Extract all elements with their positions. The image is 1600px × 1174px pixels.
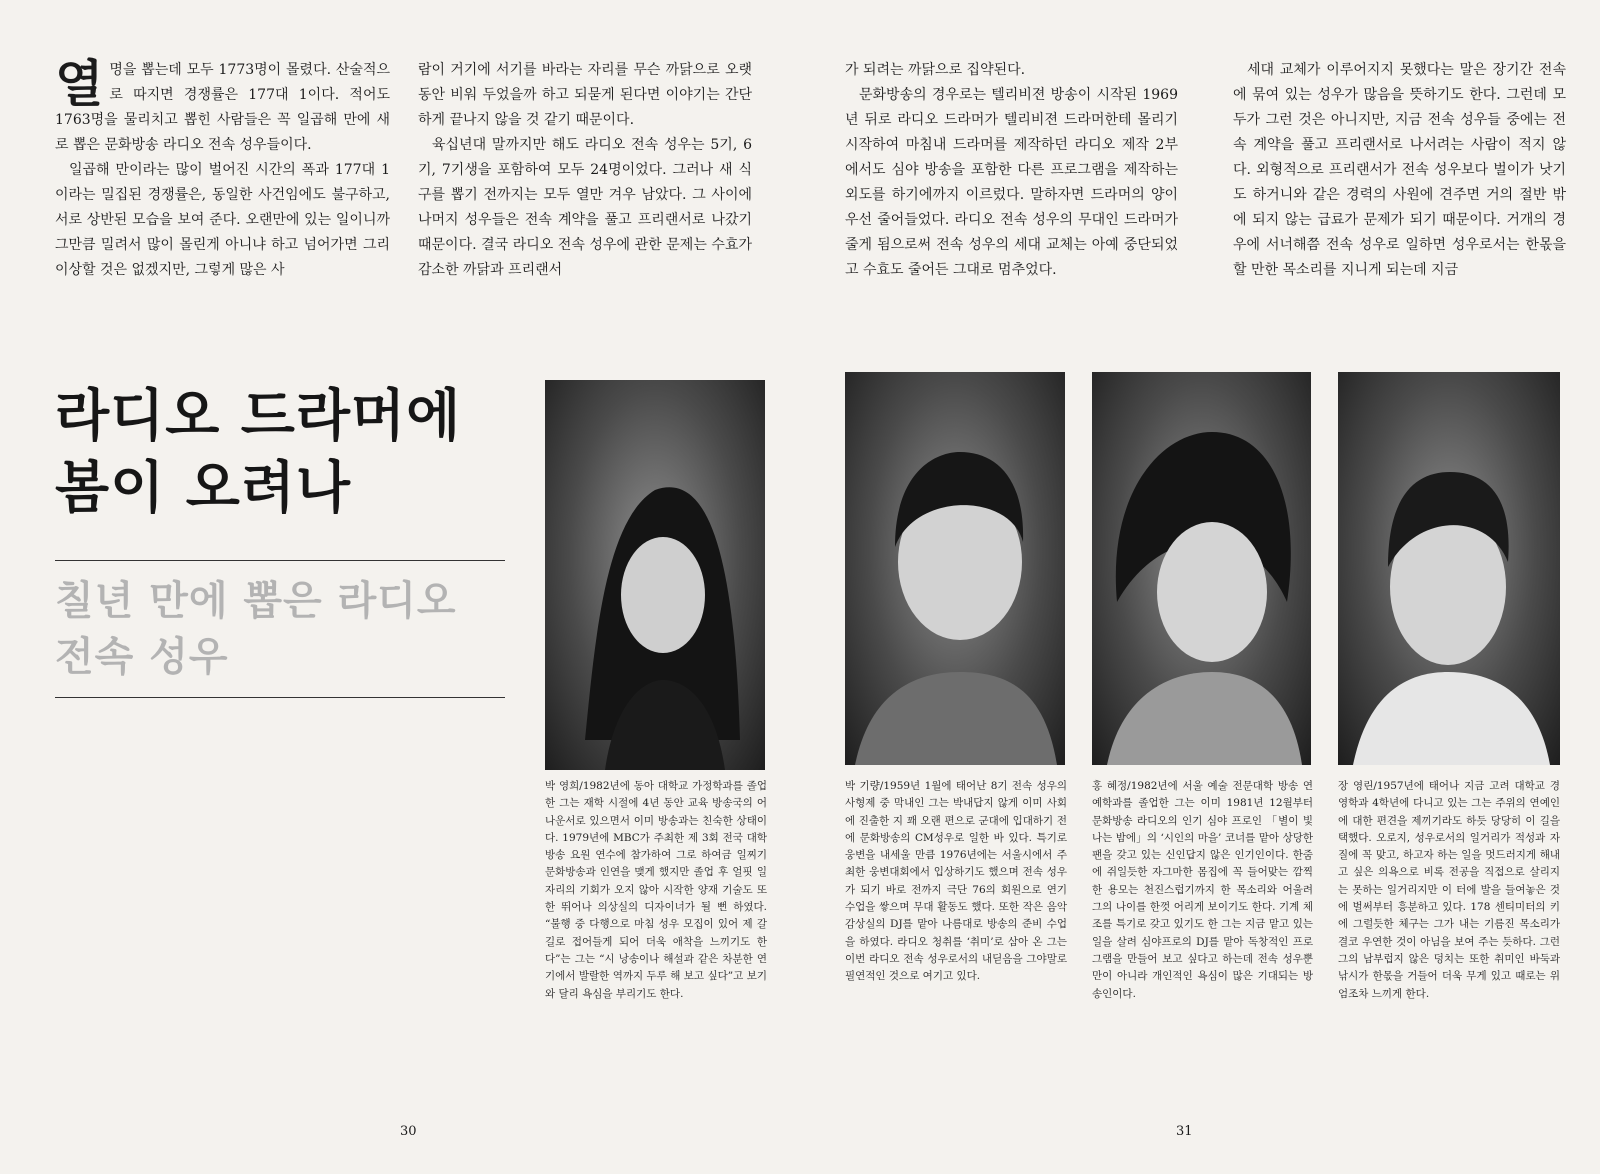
photo-caption: 박 영희/1982년에 동아 대학교 가정학과를 졸업한 그는 재학 시절에 4년 동안 교육 방송국의 어나운서로 있으면서 이미 방송과는 친숙한 상태이다. 1979년에 MBC가 주최한 제 3회 전국 대학 방송 요원 연수에 참가하여 그로 하여금 일찌기 문화방송과 인연을 맺게 했지만 졸업 후 얼핏 일자리의 기회가 오지 않아 시작한 양재 기술도 또한 뛰어나 의상실의 디자이너가 될 뻔 하였다. “불행 중 다행으로 마침 성우 모집이 있어 제 갈 길로 접어들게 되어 더욱 애착을 느끼기도 한다”는 그는 “시 낭송이나 해설과 같은 차분한 연기에서 발랄한 역까지 두루 해 보고 싶다”고 보기와 달리 욕심을 부리기도 한다.: [545, 780, 767, 1000]
page-number: 30: [400, 1124, 417, 1139]
article-headline: 라디오 드라머에 봄이 오려나: [55, 383, 462, 521]
left-column-2: [418, 58, 752, 283]
divider: [55, 697, 505, 698]
paragraph: 열명을 뽑는데 모두 1773명이 몰렸다. 산술적으로 따지면 경쟁률은 177대 1이다. 적어도 1763명을 물리치고 뽑힌 사람들은 꼭 일곱해 만에 새로 뽑은 문화방송 라디오 전속 성우들이다.: [55, 54, 390, 153]
photo-caption: 박 기량/1959년 1월에 태어난 8기 전속 성우의 사형제 중 막내인 그는 박내답지 않게 이미 사회에 진출한 지 꽤 오랜 편으로 군대에 입대하기 전에 문화방송의 CM성우로 일한 바 있다. 특기로 웅변을 내세울 만큼 1976년에는 서울시에서 주최한 웅변대회에서 입상하기도 했으며 전속 성우가 되기 바로 전까지 극단 76의 회원으로 연기 수업을 쌓으며 무대 활동도 했다. 또한 작은 음악 감상실의 DJ를 맡아 나름대로 방송의 준비 수업을 하였다. 라디오 청취를 ‘취미’로 삼아 온 그는 이번 라디오 전속 성우로서의 내딛음을 그야말로 필연적인 것으로 여기고 있다.: [845, 780, 1067, 983]
left-column-1: [55, 54, 390, 283]
photo-caption: 홍 혜정/1982년에 서울 예술 전문대학 방송 연예학과를 졸업한 그는 이미 1981년 12월부터 문화방송 라디오의 인기 심야 프로인 「별이 빛나는 밤에」의 ‘시인의 마을’ 코너를 맡아 상당한 팬을 갖고 있는 신인답지 않은 인기인이다. 한줌에 쥐일듯한 자그마한 몸집에 꼭 들어맞는 깜찍한 용모는 천진스럽기까지 한 목소리와 어울려 그의 나이를 한껏 어리게 보이기도 한다. 기계 체조를 특기로 갖고 있기도 한 그는 지금 맡고 있는 일을 살려 심야프로의 DJ를 맡아 독창적인 프로그램을 만들어 보고 싶다고 하는데 전속 성우뿐만이 아니라 개인적인 욕심이 많은 기대되는 방송인이다.: [1092, 780, 1313, 1000]
paragraph: 람이 거기에 서기를 바라는 자리를 무슨 까닭으로 오랫 동안 비워 두었을까 하고 되묻게 된다면 이야기는 간단하게 끝나지 않을 것 같기 때문이다.: [418, 62, 752, 128]
paragraph: 세대 교체가 이루어지지 못했다는 말은 장기간 전속에 묶여 있는 성우가 많음을 뜻하기도 한다. 그런데 모두가 그런 것은 아니지만, 지금 전속 성우들 중에는 전속 계약을 풀고 프리랜서로 나서려는 사람이 적지 않다. 외형적으로 프리랜서가 전속 성우보다 벌이가 낫기도 하거니와 같은 경력의 사원에 견주면 거의 절반 밖에 되지 않는 급료가 문제가 되기 때문이다. 거개의 경우에 서너해쯤 전속 성우로 일하면 성우로서는 한몫을 할 만한 목소리를 지니게 되는데 지금: [1233, 62, 1566, 278]
portrait-photo-jang-yeongrin: [1338, 372, 1560, 765]
right-column-1: [845, 58, 1178, 283]
right-page: [800, 0, 1600, 1174]
paragraph: 가 되려는 까닭으로 집약된다.: [845, 62, 1026, 78]
paragraph: 일곱해 만이라는 많이 벌어진 시간의 폭과 177대 1이라는 밀집된 경쟁률은, 동일한 사건임에도 불구하고, 서로 상반된 모습을 보여 준다. 오랜만에 있는 일이니까 그만큼 밀려서 많이 몰린게 아니냐 하고 넘어가면 그리 이상할 것은 없겠지만, 그렇게 많은 사: [55, 162, 390, 278]
drop-cap: 열: [55, 54, 104, 113]
page-number: 31: [1176, 1124, 1193, 1139]
right-column-2: [1233, 58, 1566, 283]
article-subheadline: 칠년 만에 뽑은 라디오 전속 성우: [55, 578, 457, 680]
paragraph: 문화방송의 경우로는 텔리비젼 방송이 시작된 1969년 뒤로 라디오 드라머가 텔리비젼 드라머한테 몰리기 시작하여 마침내 드라머를 제작하던 라디오 제작 2부에서도 심야 방송을 포함한 다른 프로그램을 제작하는 외도를 하기에까지 이르렀다. 말하자면 드라머의 양이 우선 줄어들었다. 라디오 전속 성우의 무대인 드라머가 줄게 됨으로써 전속 성우의 세대 교체는 아예 중단되었고 수효도 줄어든 그대로 멈추었다.: [845, 87, 1178, 278]
portrait-photo-hong-hyejeong: [1092, 372, 1311, 765]
photo-caption: 장 영린/1957년에 태어나 지금 고려 대학교 경영학과 4학년에 다니고 있는 그는 주위의 연예인에 대한 편견을 제끼기라도 하듯 당당히 이 길을 택했다. 오로지, 성우로서의 일거리가 적성과 자질에 꼭 맞고, 하고자 하는 일을 멋드러지게 해내고 싶은 의욕으로 비록 전공을 직접으로 살리지는 못하는 일거리지만 이 터에 발을 들여놓은 것에 벌써부터 흥분하고 있다. 178 센티미터의 키에 그럴듯한 체구는 그가 내는 기름진 목소리가 결코 우연한 것이 아님을 보여 주는 듯하다. 그런 그의 남부럽지 않은 덩치는 또한 취미인 바둑과 낚시가 한몫을 거들어 더욱 무게 있고 때로는 위엄조차 느끼게 한다.: [1338, 780, 1560, 1000]
portrait-photo-park-giryang: [845, 372, 1065, 765]
portrait-photo-park-younghee: [545, 380, 765, 770]
divider: [55, 560, 505, 561]
paragraph: 육십년대 말까지만 해도 라디오 전속 성우는 5기, 6기, 7기생을 포함하여 모두 24명이었다. 그러나 새 식구를 뽑기 전까지는 모두 열만 겨우 남았다. 그 사이에 나머지 성우들은 전속 계약을 풀고 프리랜서로 나갔기 때문이다. 결국 라디오 전속 성우에 관한 문제는 수효가 감소한 까닭과 프리랜서: [418, 137, 752, 278]
